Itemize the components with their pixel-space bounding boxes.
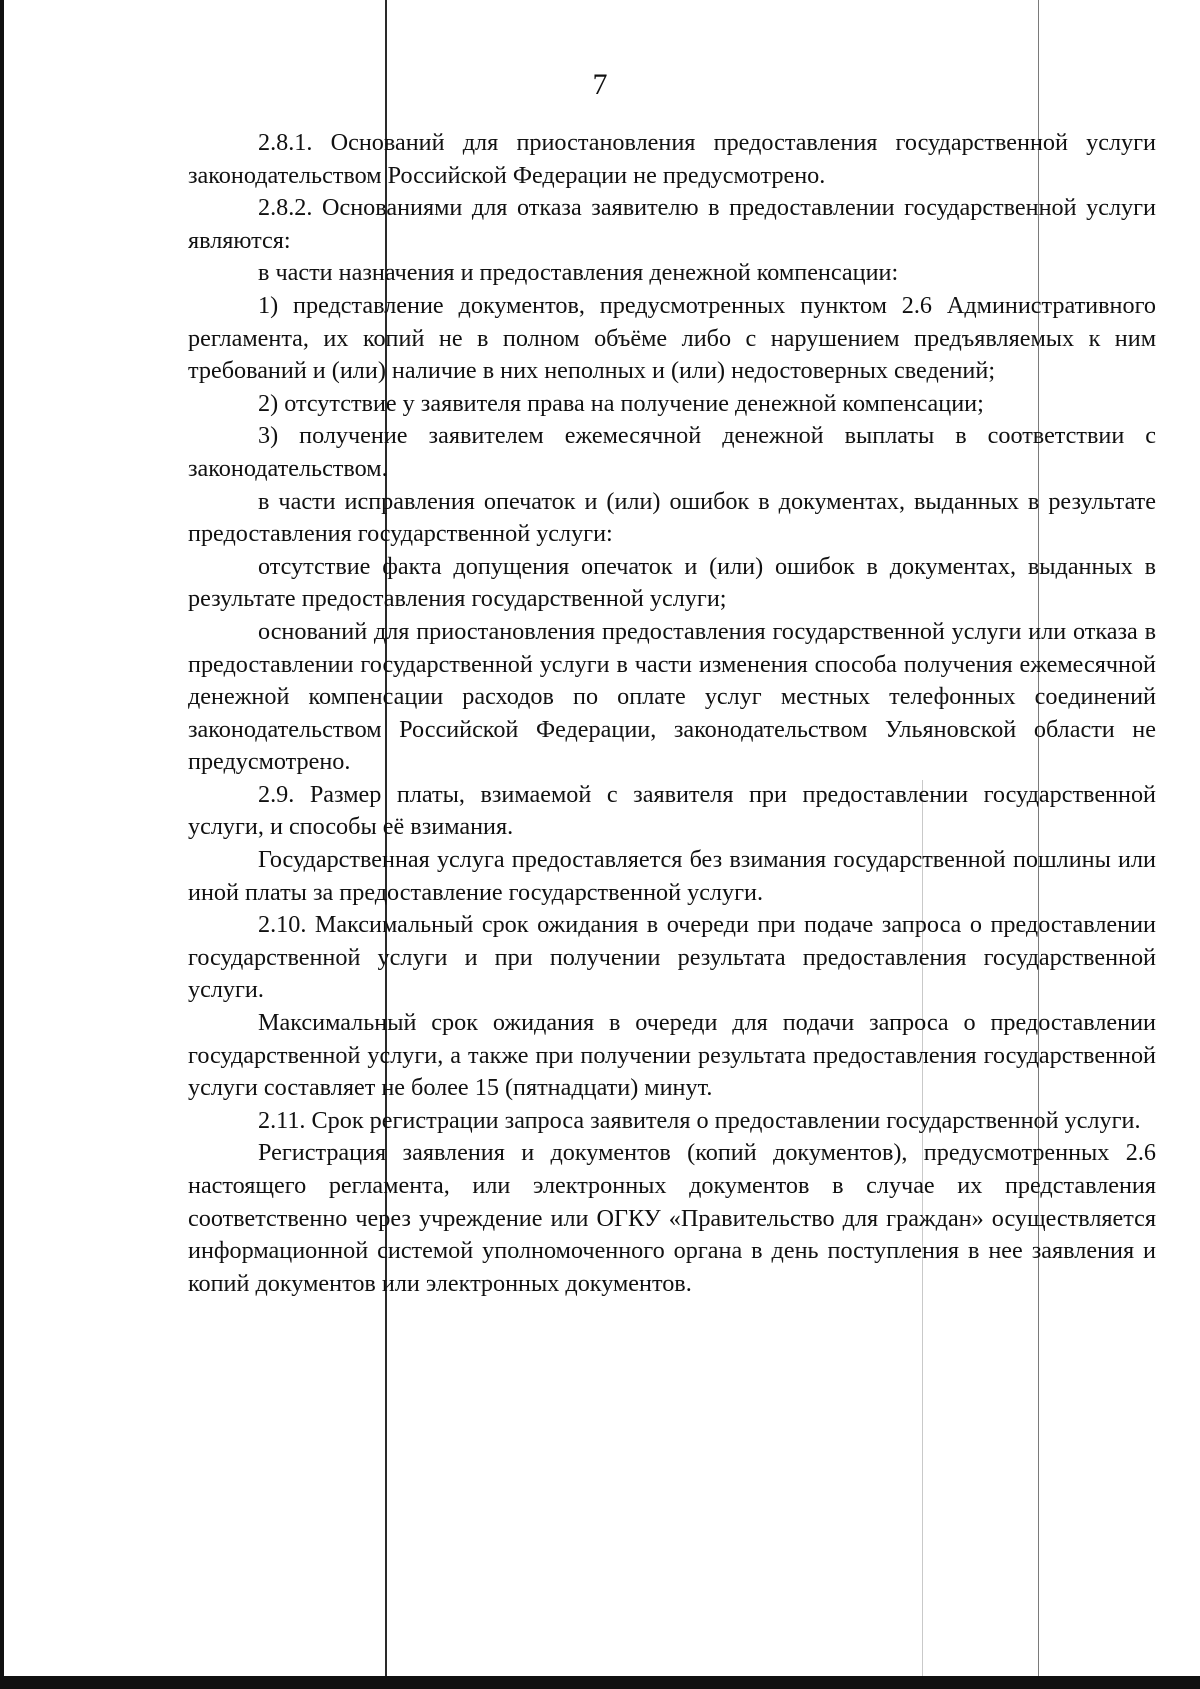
paragraph: 2.8.2. Основаниями для отказа заявителю в предоставлении государственной услуги являются: [188, 194, 1156, 254]
paragraph: 2.9. Размер платы, взимаемой с заявителя при предоставлении государственной услуги, и способы её взимания. [188, 780, 1156, 841]
paragraph: 2.8.1. Оснований для приостановления предоставления государственной услуги законодательством Российской Федерации не предусмотрено. [188, 129, 1156, 189]
paragraph: 2.11. Срок регистрации запроса заявителя о предоставлении государственной услуги. [258, 1106, 1141, 1134]
page-number: 7 [592, 68, 608, 101]
paragraph: отсутствие факта допущения опечаток и (или) ошибок в документах, выданных в результате предоставления государственной услуги; [188, 552, 1156, 613]
paragraph: оснований для приостановления предоставления государственной услуги или отказа в предоставлении государственной услуги в части изменения способа получения ежемесячной денежной компенсации расходов по оплате услуг местных телефонных соединений законодательством Российской Федерации, законодательством Ульяновской области не предусмотрено. [188, 617, 1156, 776]
paragraph: Государственная услуга предоставляется без взимания государственной пошлины или иной платы за предоставление государственной услуги. [188, 846, 1156, 906]
paragraph: 3) получение заявителем ежемесячной денежной выплаты в соответствии с законодательством. [188, 422, 1156, 482]
paragraph: 2) отсутствие у заявителя права на получение денежной компенсации; [258, 389, 984, 417]
paragraph: в части исправления опечаток и (или) ошибок в документах, выданных в результате предоставления государственной услуги: [188, 487, 1156, 548]
paragraph: 2.10. Максимальный срок ожидания в очереди при подаче запроса о предоставлении государственной услуги и при получении результата предоставления государственной услуги. [188, 911, 1156, 1004]
paragraph: 1) представление документов, предусмотренных пунктом 2.6 Административного регламента, их копий не в полном объёме либо с нарушением предъявляемых к ним требований и (или) наличие в них неполных и (или) недостоверных сведений; [188, 291, 1156, 385]
paragraph: Максимальный срок ожидания в очереди для подачи запроса о предоставлении государственной услуги, а также при получении результата предоставления государственной услуги составляет не более 15 (пятнадцати) минут. [188, 1009, 1156, 1102]
scan-bottom-edge [0, 1676, 1200, 1689]
scan-left-edge [0, 0, 4, 1689]
document-body [188, 127, 1156, 1300]
paragraph: Регистрация заявления и документов (копий документов), предусмотренных 2.6 настоящего регламента, или электронных документов в случае их представления соответственно через учреждение или ОГКУ «Правительство для граждан» осуществляется информационной системой уполномоченного органа в день поступления в нее заявления и копий документов или электронных документов. [188, 1139, 1156, 1297]
paragraph: в части назначения и предоставления денежной компенсации: [258, 259, 899, 287]
